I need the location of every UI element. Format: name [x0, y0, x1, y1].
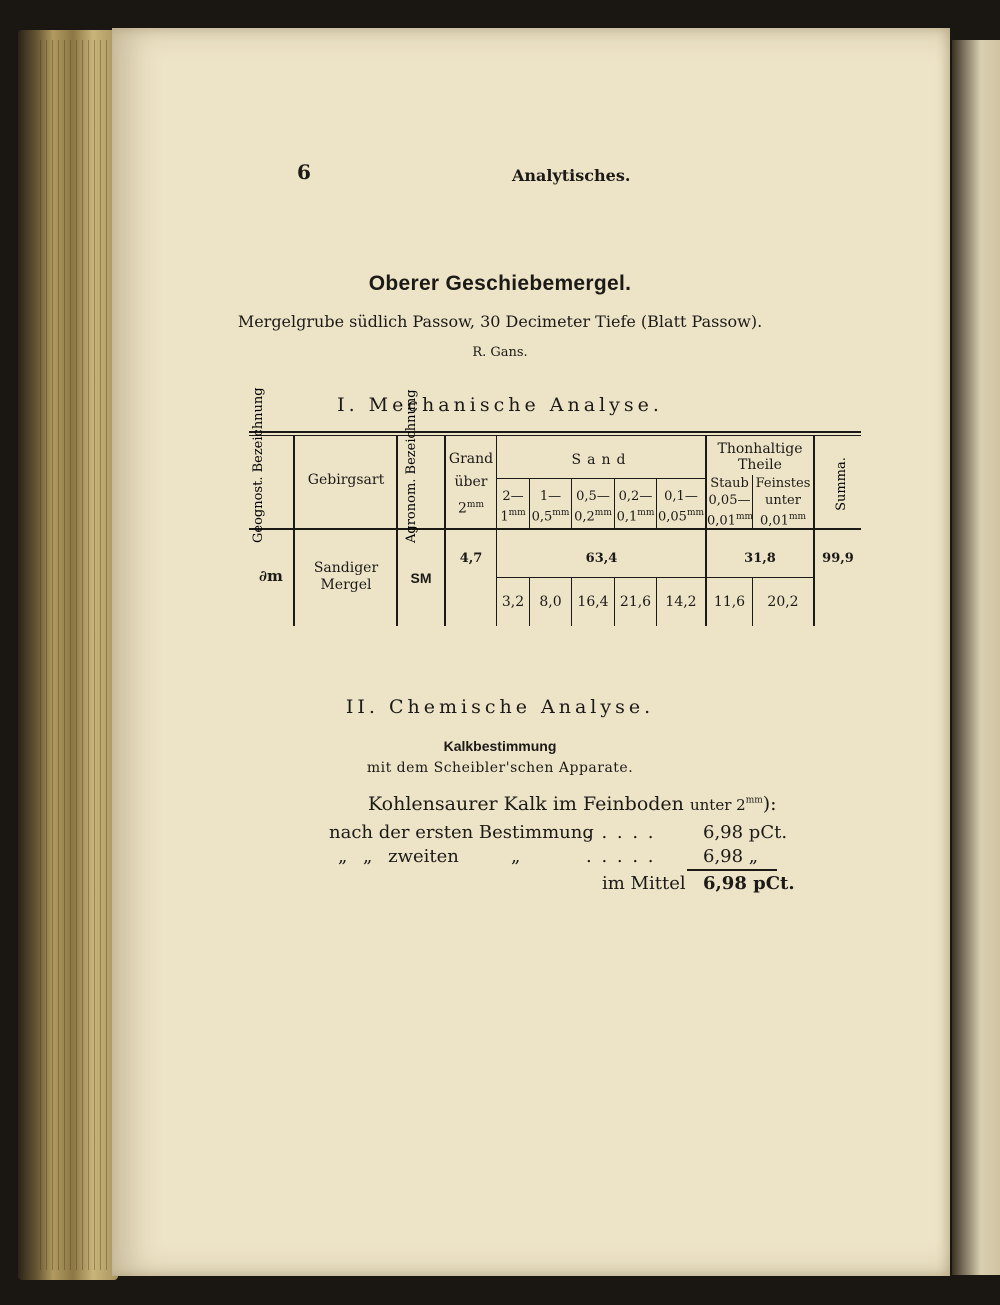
- header-sand-col-4: 0,2— $0,1^{mm}$: [616, 489, 655, 525]
- header-sand-col-1: 2— $1^{mm}$: [500, 489, 526, 525]
- header-sand-col-3: 0,5— $0,2^{mm}$: [574, 489, 612, 525]
- book-page: [112, 28, 950, 1276]
- sum-rule: [687, 869, 777, 871]
- measurement-2-ditto: „: [511, 846, 521, 867]
- header-agronom: Agronom. Bezeichnung: [404, 389, 419, 543]
- measurement-1-value: 6,98 pCt.: [703, 822, 788, 843]
- row-sand-value-5: 14,2: [665, 594, 697, 610]
- header-geognost: Geognost. Bezeichnung: [251, 387, 266, 543]
- section-heading-chemical: II. Chemische Analyse.: [345, 696, 655, 718]
- header-grand: Grand: [448, 451, 494, 467]
- row-sand-value-2: 8,0: [539, 594, 562, 610]
- header-theile: Theile: [738, 457, 782, 473]
- page-edge-lines: [40, 40, 120, 1270]
- row-gebirgsart: Sandiger Mergel: [313, 560, 379, 593]
- section-heading-mechanical: I. Mechanische Analyse.: [337, 394, 663, 416]
- measurement-1-dots: . . . . .: [586, 822, 656, 843]
- mean-value: 6,98 pCt.: [703, 873, 795, 894]
- col-rule: [813, 436, 815, 626]
- row-geognost: ∂m: [259, 567, 283, 585]
- row-sand-value-1: 3,2: [501, 594, 525, 610]
- header-sand-col-2: 1— $0,5^{mm}$: [531, 489, 570, 525]
- header-gebirgsart: Gebirgsart: [307, 472, 385, 488]
- table-top-rule: [249, 431, 861, 433]
- kohlensaurer-heading: Kohlensaurer Kalk im Feinboden unter $2^{mm}$):: [368, 793, 777, 815]
- subtitle: Mergelgrube südlich Passow, 30 Decimeter Tiefe (Blatt Passow).: [237, 312, 763, 331]
- header-sand: Sand: [571, 452, 632, 468]
- header-grand-ueber: über: [454, 474, 488, 490]
- header-sand-col-5: 0,1— $0,05^{mm}$: [657, 489, 705, 525]
- header-feinstes: Feinstes unter $0,01^{mm}$: [755, 476, 811, 529]
- row-agronom: SM: [410, 570, 432, 586]
- measurement-2-value: 6,98 „: [703, 846, 759, 867]
- row-sand-total: 63,4: [585, 551, 618, 566]
- row-sand-value-3: 16,4: [577, 594, 609, 610]
- header-grand-size: $2^{mm}$: [458, 500, 484, 517]
- row-sand-value-4: 21,6: [619, 594, 652, 610]
- row-staub-value: 11,6: [713, 594, 746, 610]
- row-thon-total: 31,8: [744, 551, 776, 566]
- header-staub: Staub 0,05— $0,01^{mm}$: [707, 476, 754, 529]
- mean-label: im Mittel: [602, 873, 686, 894]
- running-head: Analytisches.: [512, 166, 631, 185]
- col-rule: [396, 436, 398, 626]
- kalk-subtitle: mit dem Scheibler'schen Apparate.: [366, 760, 634, 776]
- row-summa: 99,9: [822, 551, 854, 566]
- measurement-1-label: nach der ersten Bestimmung: [329, 822, 594, 843]
- table-top-rule-thin: [249, 435, 861, 436]
- facing-page-edge: [952, 40, 1000, 1275]
- measurement-2-label: „ „ zweiten: [338, 846, 459, 867]
- row-feinstes-value: 20,2: [767, 594, 799, 610]
- row-grand: 4,7: [459, 551, 483, 566]
- page-title: Oberer Geschiebemergel.: [368, 272, 632, 295]
- measurement-2-dots: . . . . .: [586, 846, 656, 867]
- header-thonhaltige: Thonhaltige: [717, 441, 803, 457]
- page-number: 6: [297, 160, 311, 184]
- kalk-title: Kalkbestimmung: [443, 738, 557, 754]
- col-rule: [293, 436, 295, 626]
- author: R. Gans.: [472, 345, 528, 360]
- header-summa: Summa.: [834, 457, 849, 511]
